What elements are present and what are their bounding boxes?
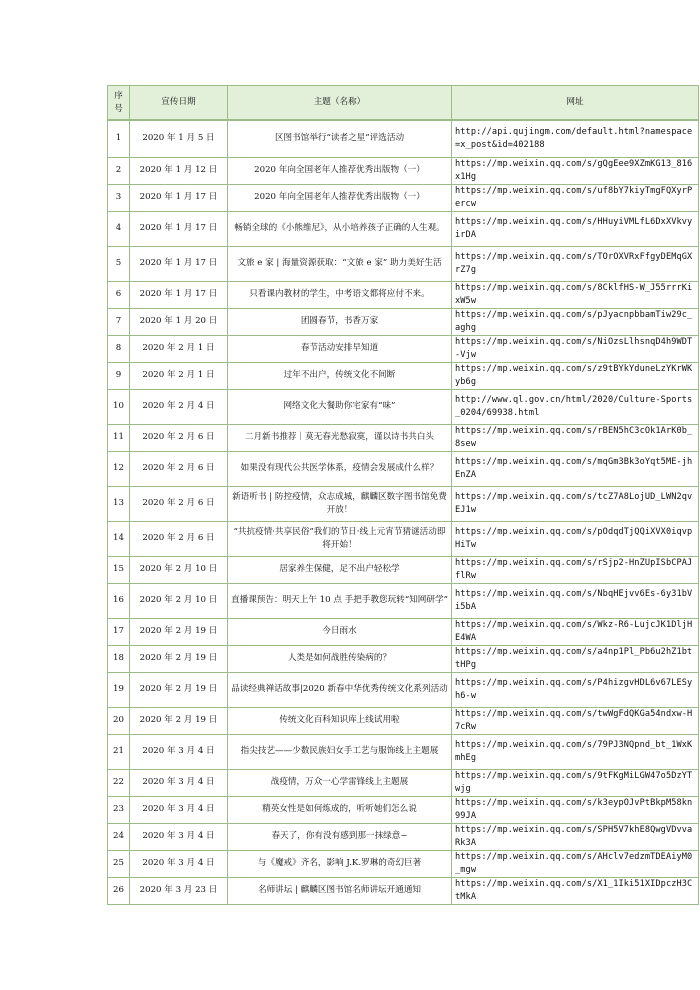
- header-topic: 主题（名称）: [228, 86, 452, 121]
- row-topic: 名师讲坛 | 麒麟区图书馆名师讲坛开通通知: [228, 877, 452, 904]
- row-date: 2020 年 1 月 17 日: [130, 184, 228, 211]
- row-date: 2020 年 3 月 4 日: [130, 850, 228, 877]
- row-number: 13: [108, 486, 130, 521]
- table-row: [108, 424, 699, 451]
- row-url[interactable]: https://mp.weixin.qq.com/s/9tFKgMiLGW47o5DzYTwjg: [452, 769, 699, 796]
- row-url[interactable]: https://mp.weixin.qq.com/s/SPH5V7khE8QwgVDvvaRk3A: [452, 823, 699, 850]
- row-date: 2020 年 1 月 5 日: [130, 120, 228, 157]
- row-date: 2020 年 2 月 19 日: [130, 672, 228, 707]
- row-date: 2020 年 3 月 4 日: [130, 734, 228, 769]
- table-row: [108, 645, 699, 672]
- row-url[interactable]: https://mp.weixin.qq.com/s/pJyacnpbbamTiw29c_aghg: [452, 308, 699, 335]
- row-number: 14: [108, 521, 130, 556]
- table-header-row: [108, 86, 699, 121]
- row-url[interactable]: https://mp.weixin.qq.com/s/NiOzsLlhsnqD4h9WDT-Vjw: [452, 335, 699, 362]
- row-url[interactable]: https://mp.weixin.qq.com/s/z9tBYkYduneLzYKrWKyb6g: [452, 362, 699, 389]
- row-url[interactable]: https://mp.weixin.qq.com/s/uf8bY7kiyTmgFQXyrPercw: [452, 184, 699, 211]
- table-row: [108, 281, 699, 308]
- table-row: [108, 734, 699, 769]
- row-url[interactable]: https://mp.weixin.qq.com/s/8CklfHS-W_J55rrrKixW5w: [452, 281, 699, 308]
- row-date: 2020 年 3 月 4 日: [130, 796, 228, 823]
- row-url[interactable]: https://mp.weixin.qq.com/s/HHuyiVMLfL6DxXVkvyirDA: [452, 211, 699, 246]
- row-url[interactable]: https://mp.weixin.qq.com/s/twWgFdQKGa54ndxw-H7cRw: [452, 707, 699, 734]
- header-date: 宣传日期: [130, 86, 228, 121]
- row-topic: 今日雨水: [228, 618, 452, 645]
- table-row: [108, 184, 699, 211]
- table-row: [108, 823, 699, 850]
- row-url[interactable]: https://mp.weixin.qq.com/s/X1_1Iki51XIDpczH3CtMkA: [452, 877, 699, 904]
- row-date: 2020 年 2 月 6 日: [130, 521, 228, 556]
- row-date: 2020 年 2 月 19 日: [130, 618, 228, 645]
- row-topic: 品读经典禅话故事|2020 新春中华优秀传统文化系列活动: [228, 672, 452, 707]
- row-topic: 团圆春节，书香万家: [228, 308, 452, 335]
- row-number: 26: [108, 877, 130, 904]
- row-number: 3: [108, 184, 130, 211]
- row-number: 19: [108, 672, 130, 707]
- row-number: 20: [108, 707, 130, 734]
- row-number: 2: [108, 157, 130, 184]
- row-topic: 畅销全球的《小熊维尼》，从小培养孩子正确的人生观。: [228, 211, 452, 246]
- row-date: 2020 年 2 月 19 日: [130, 645, 228, 672]
- row-number: 10: [108, 389, 130, 424]
- row-url[interactable]: https://mp.weixin.qq.com/s/pOdqdTjQQiXVX0iqvpHiTw: [452, 521, 699, 556]
- row-url[interactable]: https://mp.weixin.qq.com/s/AHclv7edzmTDEAiyM0_mgw: [452, 850, 699, 877]
- table-row: [108, 246, 699, 281]
- row-url[interactable]: http://www.ql.gov.cn/html/2020/Culture-Sports_0204/69938.html: [452, 389, 699, 424]
- table-row: [108, 521, 699, 556]
- header-url: 网址: [452, 86, 699, 121]
- row-date: 2020 年 1 月 20 日: [130, 308, 228, 335]
- row-url[interactable]: https://mp.weixin.qq.com/s/79PJ3NQpnd_bt_1WxKmhEg: [452, 734, 699, 769]
- row-url[interactable]: https://mp.weixin.qq.com/s/rSjp2-HnZUpISbCPAJflRw: [452, 556, 699, 583]
- row-number: 7: [108, 308, 130, 335]
- row-topic: 文旅 e 家 | 海量资源获取：“文旅 e 家” 助力美好生活: [228, 246, 452, 281]
- row-topic: 新语听书 | 防控疫情，众志成城，麒麟区数字图书馆免费开放！: [228, 486, 452, 521]
- row-topic: 2020 年向全国老年人推荐优秀出版物（一）: [228, 184, 452, 211]
- row-topic: 二月新书推荐｜莫无春光愁寂寞，谨以诗书共白头: [228, 424, 452, 451]
- row-url[interactable]: https://mp.weixin.qq.com/s/k3eypOJvPtBkpM58kn99JA: [452, 796, 699, 823]
- table-row: [108, 583, 699, 618]
- row-topic: 只看课内教材的学生，中考语文都将应付不来。: [228, 281, 452, 308]
- row-url[interactable]: https://mp.weixin.qq.com/s/TOrOXVRxFfgyDEMqGXrZ7g: [452, 246, 699, 281]
- table-row: [108, 618, 699, 645]
- table-row: [108, 769, 699, 796]
- table-body: [108, 120, 699, 904]
- row-number: 25: [108, 850, 130, 877]
- row-date: 2020 年 2 月 10 日: [130, 556, 228, 583]
- table-row: [108, 157, 699, 184]
- row-url[interactable]: https://mp.weixin.qq.com/s/a4np1Pl_Pb6u2hZ1bttHPg: [452, 645, 699, 672]
- table-row: [108, 486, 699, 521]
- row-number: 24: [108, 823, 130, 850]
- table-row: [108, 335, 699, 362]
- row-date: 2020 年 2 月 6 日: [130, 424, 228, 451]
- table-row: [108, 120, 699, 157]
- row-url[interactable]: http://api.qujingm.com/default.html?namespace=x_post&id=402188: [452, 120, 699, 157]
- row-date: 2020 年 2 月 1 日: [130, 362, 228, 389]
- row-url[interactable]: https://mp.weixin.qq.com/s/Wkz-R6-LujcJK1DljHE4WA: [452, 618, 699, 645]
- row-url[interactable]: https://mp.weixin.qq.com/s/NbqHEjvv6Es-6y31bVi5bA: [452, 583, 699, 618]
- table-row: [108, 556, 699, 583]
- row-number: 16: [108, 583, 130, 618]
- row-topic: 指尖技艺——少数民族妇女手工艺与服饰线上主题展: [228, 734, 452, 769]
- row-number: 23: [108, 796, 130, 823]
- row-number: 8: [108, 335, 130, 362]
- row-topic: 与《魔戒》齐名，影响 J.K.罗琳的奇幻巨著: [228, 850, 452, 877]
- table-row: [108, 877, 699, 904]
- row-number: 9: [108, 362, 130, 389]
- row-date: 2020 年 3 月 4 日: [130, 769, 228, 796]
- row-number: 22: [108, 769, 130, 796]
- row-topic: 网络文化大餐助你宅家有“味”: [228, 389, 452, 424]
- row-topic: 精英女性是如何炼成的，听听她们怎么说: [228, 796, 452, 823]
- row-url[interactable]: https://mp.weixin.qq.com/s/mqGm3Bk3oYqt5ME-jhEnZA: [452, 451, 699, 486]
- row-number: 11: [108, 424, 130, 451]
- row-number: 15: [108, 556, 130, 583]
- row-number: 12: [108, 451, 130, 486]
- header-no: 序号: [108, 86, 130, 121]
- row-url[interactable]: https://mp.weixin.qq.com/s/rBEN5hC3cOk1ArK0b_8sew: [452, 424, 699, 451]
- row-topic: 直播课预告：明天上午 10 点 手把手教您玩转“知网研学”: [228, 583, 452, 618]
- row-number: 18: [108, 645, 130, 672]
- row-topic: 春天了，你有没有感到那一抹绿意~: [228, 823, 452, 850]
- row-date: 2020 年 2 月 6 日: [130, 451, 228, 486]
- row-number: 5: [108, 246, 130, 281]
- row-date: 2020 年 1 月 12 日: [130, 157, 228, 184]
- row-topic: 春节活动安排早知道: [228, 335, 452, 362]
- table-row: [108, 850, 699, 877]
- row-topic: 人类是如何战胜传染病的？: [228, 645, 452, 672]
- table-row: [108, 707, 699, 734]
- row-number: 6: [108, 281, 130, 308]
- table-row: [108, 362, 699, 389]
- row-date: 2020 年 2 月 6 日: [130, 486, 228, 521]
- row-topic: “共抗疫情·共享民俗”我们的节日·线上元宵节猜谜活动即将开始！: [228, 521, 452, 556]
- row-topic: 战疫情，万众一心学雷锋线上主题展: [228, 769, 452, 796]
- row-number: 21: [108, 734, 130, 769]
- row-url[interactable]: https://mp.weixin.qq.com/s/gQgEee9XZmKG13_816x1Hg: [452, 157, 699, 184]
- table-row: [108, 308, 699, 335]
- row-url[interactable]: https://mp.weixin.qq.com/s/tcZ7A8LojUD_LWN2qvEJ1w: [452, 486, 699, 521]
- row-date: 2020 年 3 月 23 日: [130, 877, 228, 904]
- table-row: [108, 389, 699, 424]
- row-date: 2020 年 3 月 4 日: [130, 823, 228, 850]
- row-number: 4: [108, 211, 130, 246]
- row-topic: 2020 年向全国老年人推荐优秀出版物（一）: [228, 157, 452, 184]
- row-number: 1: [108, 120, 130, 157]
- row-topic: 传统文化百科知识库上线试用啦: [228, 707, 452, 734]
- row-topic: 如果没有现代公共医学体系，疫情会发展成什么样？: [228, 451, 452, 486]
- table-row: [108, 672, 699, 707]
- row-topic: 过年不出户，传统文化不间断: [228, 362, 452, 389]
- row-topic: 区图书馆举行“读者之星”评选活动: [228, 120, 452, 157]
- row-date: 2020 年 2 月 4 日: [130, 389, 228, 424]
- row-topic: 居家养生保健，足不出户轻松学: [228, 556, 452, 583]
- row-date: 2020 年 1 月 17 日: [130, 211, 228, 246]
- table-row: [108, 451, 699, 486]
- row-url[interactable]: https://mp.weixin.qq.com/s/P4hizgvHDL6v67LESyh6-w: [452, 672, 699, 707]
- table-row: [108, 211, 699, 246]
- row-date: 2020 年 1 月 17 日: [130, 246, 228, 281]
- row-date: 2020 年 1 月 17 日: [130, 281, 228, 308]
- table-row: [108, 796, 699, 823]
- row-number: 17: [108, 618, 130, 645]
- row-date: 2020 年 2 月 1 日: [130, 335, 228, 362]
- row-date: 2020 年 2 月 19 日: [130, 707, 228, 734]
- row-date: 2020 年 2 月 10 日: [130, 583, 228, 618]
- publicity-table: [107, 85, 699, 905]
